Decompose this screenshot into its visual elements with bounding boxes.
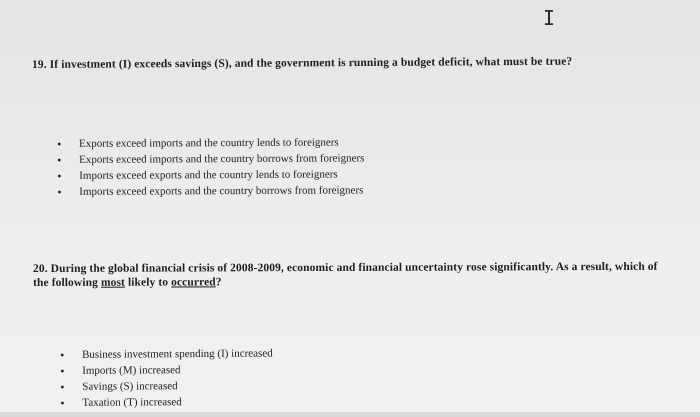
option-item[interactable] [60,346,273,363]
bullet-icon: • [57,152,62,167]
bullet-icon: • [57,136,62,151]
bullet-icon: • [60,363,65,378]
option-label: Imports (M) increased [82,364,181,377]
option-item[interactable] [60,378,273,395]
option-label: Taxation (T) increased [82,396,182,409]
bullet-icon: • [60,347,65,362]
bullet-icon: • [60,395,65,410]
question-20-most: most [100,276,125,289]
option-item[interactable] [57,166,364,184]
bullet-icon: • [57,168,62,183]
option-item[interactable] [60,394,273,411]
option-item[interactable] [57,182,364,200]
question-20 [33,260,663,290]
question-20-occurred: occurred [171,276,216,289]
option-label: Exports exceed imports and the country borrows from foreigners [79,152,365,166]
option-label: Imports exceed exports and the country lends to foreigners [79,168,338,182]
bullet-icon: • [57,184,62,199]
question-19: 19. If investment (I) exceeds savings (S), and the government is running a budget deficit, what must be true? [32,55,573,71]
option-label: Imports exceed exports and the country borrows from foreigners [79,184,364,198]
text-cursor-icon: I [543,6,556,30]
question-20-text: ? [215,276,222,289]
option-label: Exports exceed imports and the country lends to foreigners [79,136,339,150]
option-label: Savings (S) increased [82,380,178,393]
bullet-icon: • [60,379,65,394]
option-item[interactable] [57,134,364,152]
question-20-options [60,346,273,411]
question-20-text: 20. During the global financial crisis of 2008-2009, economic and financial uncertainty rose significantly. As a result, which of the following [33,260,658,289]
question-20-text: likely to [124,276,172,289]
option-label: Business investment spending (I) increased [82,347,273,361]
option-item[interactable] [57,150,364,168]
screen-bottom-edge [0,412,700,417]
option-item[interactable] [60,362,273,379]
question-19-options [57,134,365,200]
